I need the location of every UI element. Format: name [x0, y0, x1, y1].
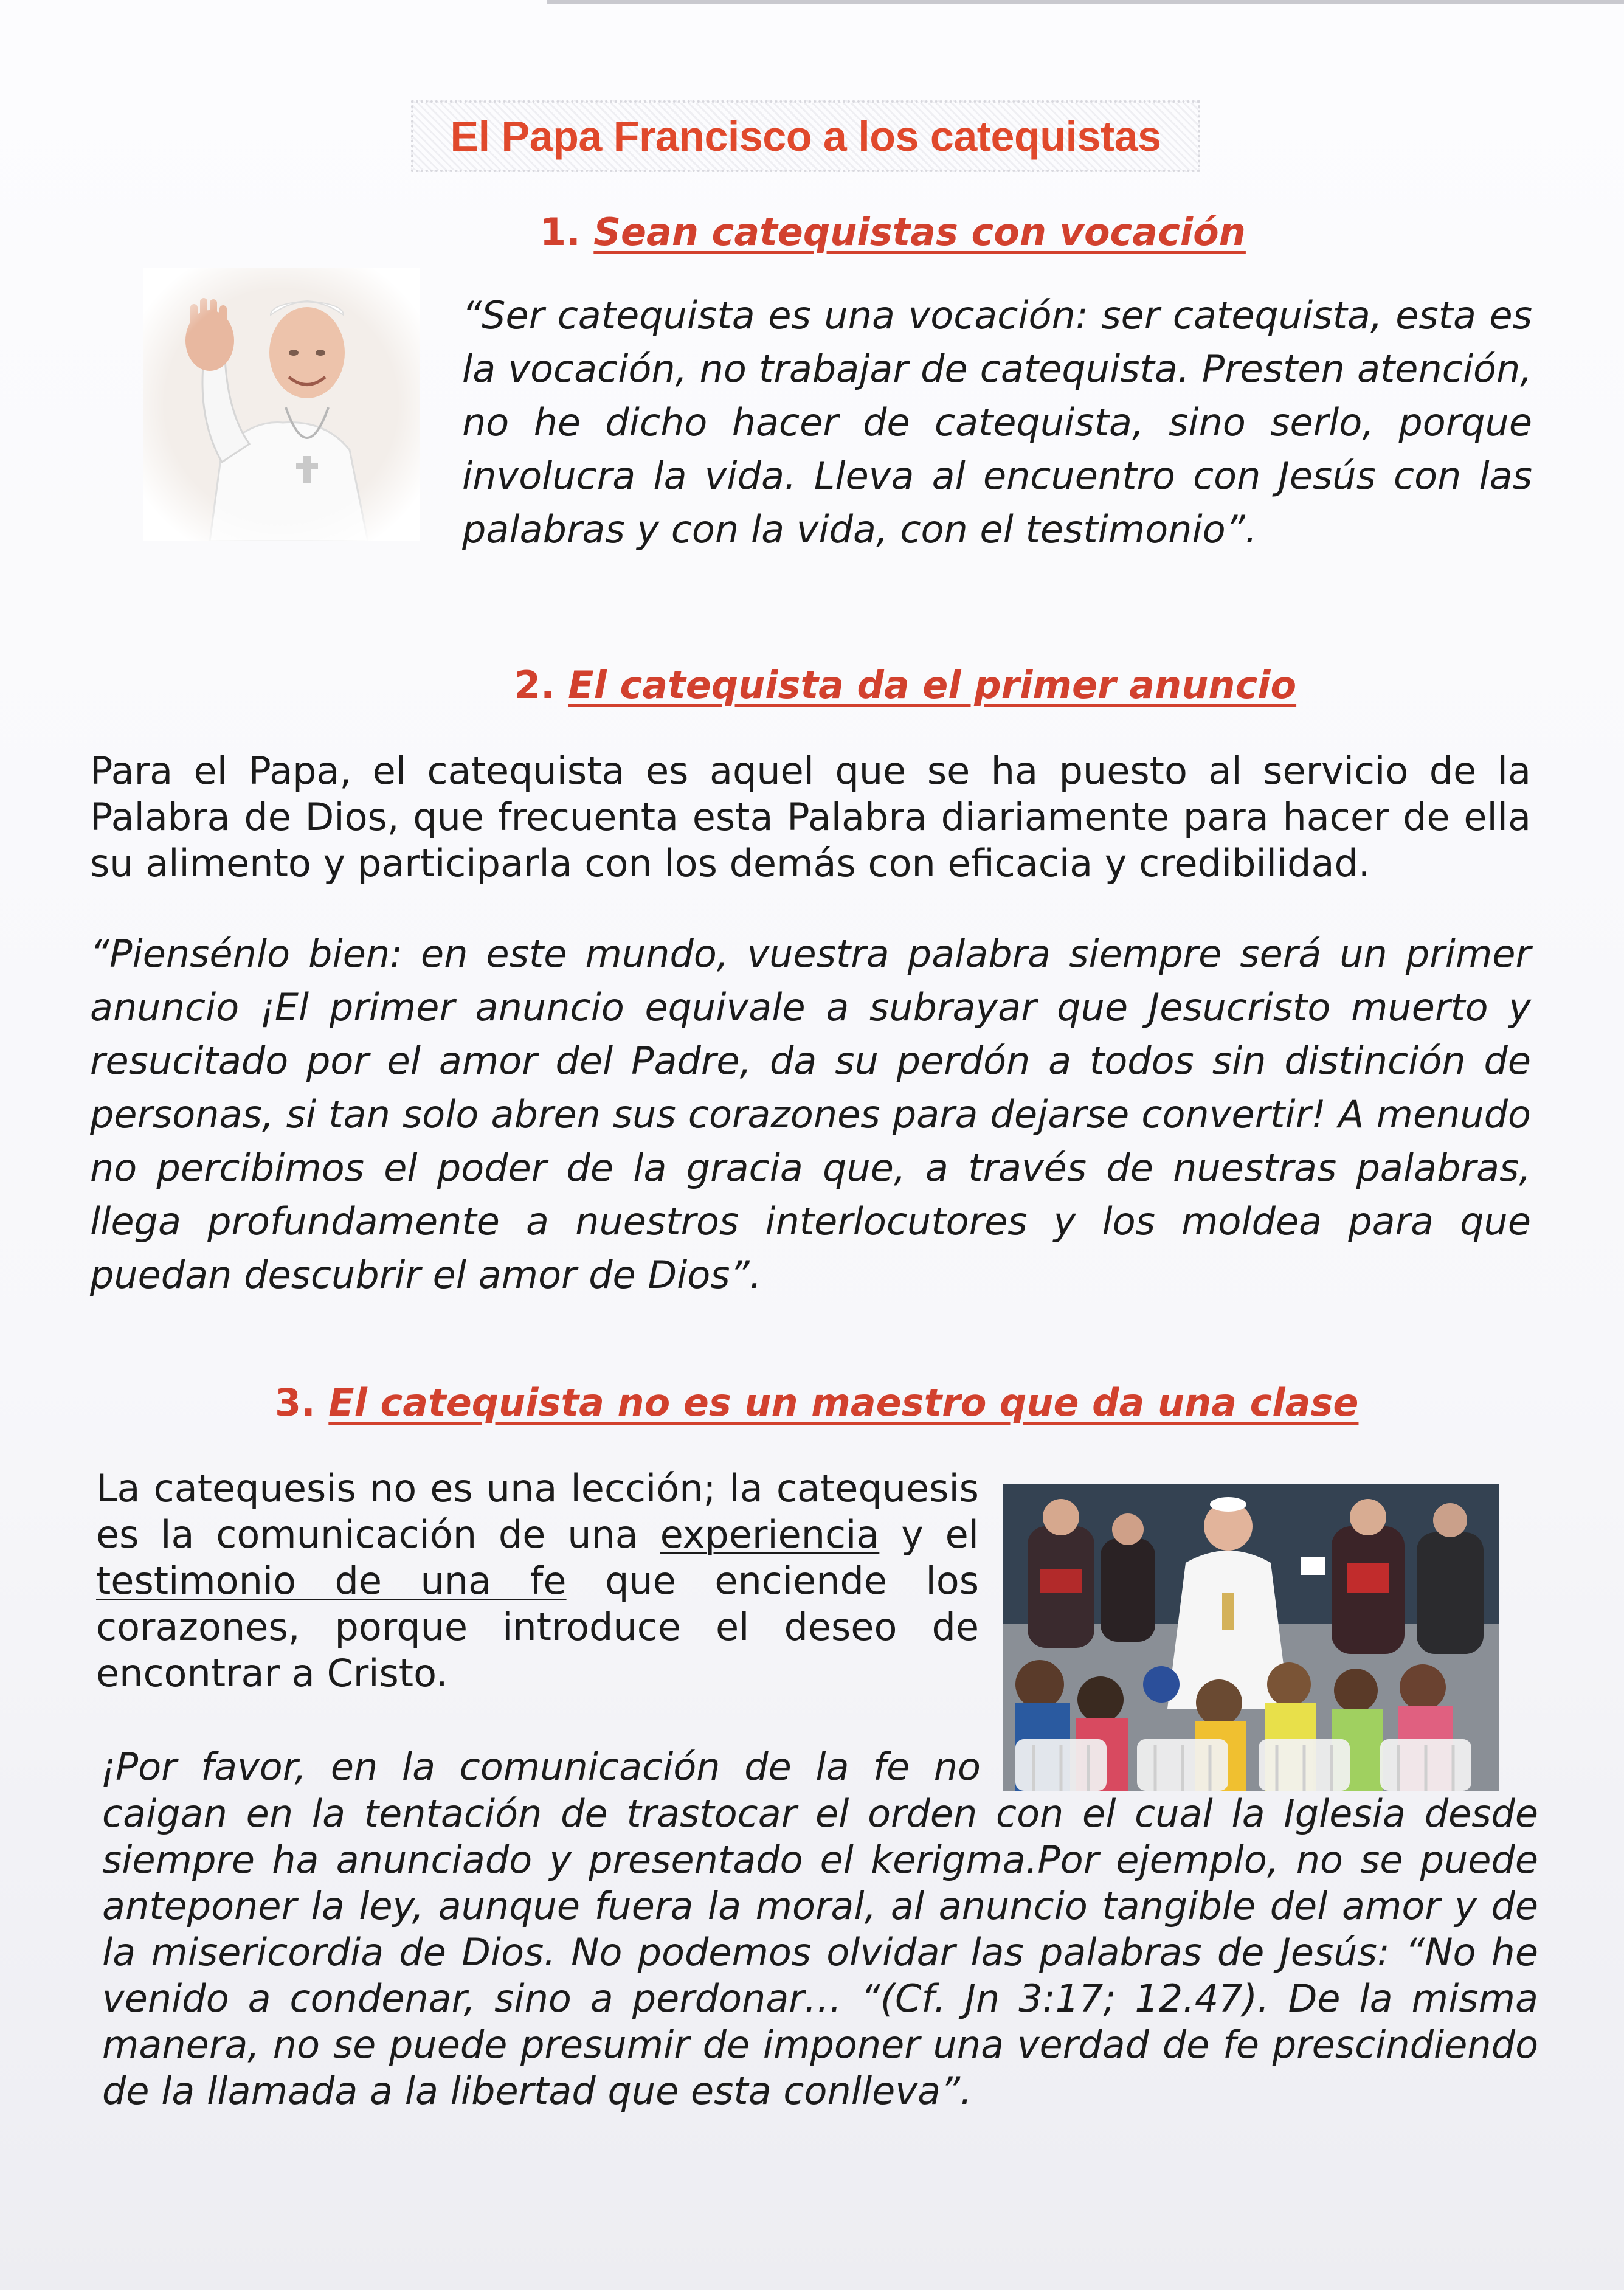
pope-francis-waving-icon [143, 268, 420, 541]
section-2-heading-text: El catequista da el primer anuncio [568, 663, 1297, 707]
section-3-number: 3. [275, 1380, 316, 1425]
section-1-heading-text: Sean catequistas con vocación [593, 210, 1246, 254]
pope-with-children-photo [1003, 1484, 1499, 1791]
testimonio-underlined: testimonio de una fe [96, 1558, 567, 1603]
experiencia-underlined: experiencia [660, 1512, 880, 1557]
section-2-heading [514, 663, 1296, 707]
section-3-quote-first-line: ¡Por favor, en la comunicación de la fe no [100, 1745, 981, 1789]
section-3-heading-text: El catequista no es un maestro que da una clase [328, 1380, 1359, 1425]
document-title: El Papa Francisco a los catequistas [411, 100, 1200, 172]
section-2-quote: “Piensénlo bien: en este mundo, vuestra palabra siempre será un primer anuncio ¡El primer anuncio equivale a subrayar que Jesucristo muerto y resucitado por el amor del Padre, da su perdón a todos sin distinción de personas, si tan solo abren sus corazones para dejarse convertir! A menudo no percibimos el poder de la gracia que, a través de nuestras palabras, llega profundamente a nuestros interlocutores y los moldea para que puedan descubrir el amor de Dios”. [90, 932, 1531, 1297]
section-2-paragraph: Para el Papa, el catequista es aquel que se ha puesto al servicio de la Palabra de Dios, que frecuenta esta Palabra diariamente para hacer de ella su alimento y participarla con los demás con eficacia y credibilidad. [90, 749, 1531, 885]
section-3-paragraph-part-c: que enciende los corazones, porque introduce el deseo de encontrar a Cristo. [96, 1558, 979, 1695]
section-3-paragraph-part-a: La catequesis no es una lección; la catequesis es la comunicación de una [96, 1466, 979, 1557]
section-3-heading [275, 1380, 1358, 1425]
page-edge-shadow [547, 0, 1624, 4]
section-3-paragraph [96, 1465, 979, 1697]
section-1-quote: “Ser catequista es una vocación: ser catequista, esta es la vocación, no trabajar de catequista. Presten atención, no he dicho hacer de catequista, sino serlo, porque involucra la vida. Lleva al encuentro con Jesús con las palabras y con la vida, con el testimonio”. [462, 293, 1532, 552]
section-3-quote: caigan en la tentación de trastocar el orden con el cual la Iglesia desde siempre ha anunciado y presentado el kerigma.Por ejemplo, no se puede anteponer la ley, aunque fuera la moral, al anuncio tangible del amor y de la misericordia de Dios. No podemos olvidar las palabras de Jesús: “No he venido a condenar, sino a perdonar… “(Cf. Jn 3:17; 12.47). De la misma manera, no se puede presumir de imponer una verdad de fe prescindiendo de la llamada a la libertad que esta conlleva”. [102, 1791, 1538, 2113]
section-1-number: 1. [540, 210, 581, 254]
section-1-heading [540, 210, 1246, 254]
section-2-number: 2. [514, 663, 555, 707]
section-3-paragraph-part-b: y el [879, 1512, 979, 1557]
